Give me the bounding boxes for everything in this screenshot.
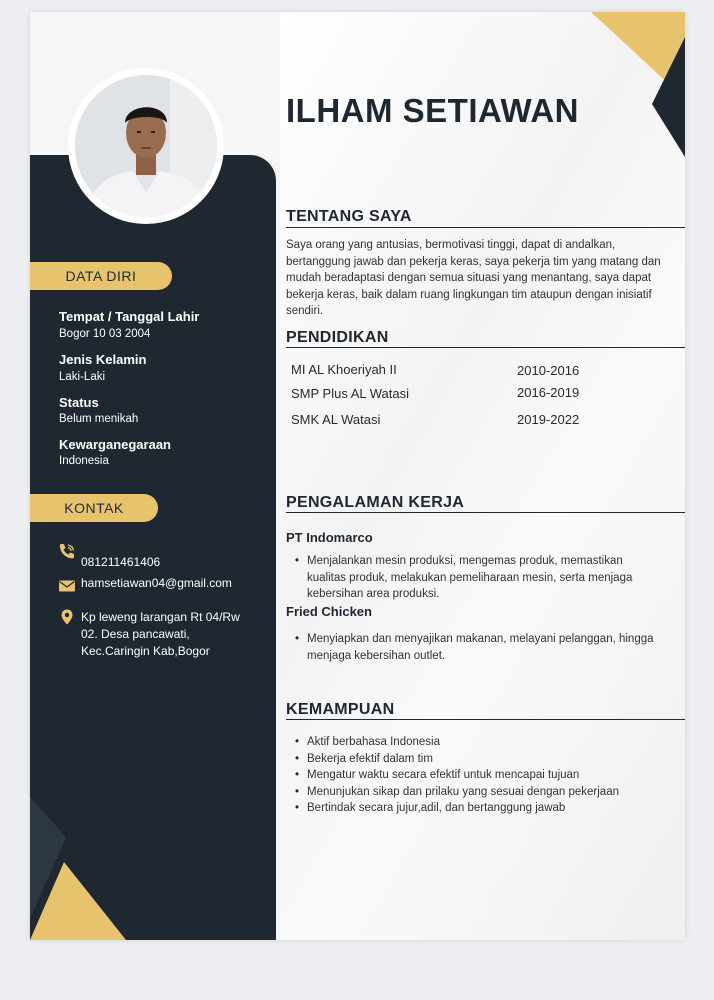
education-years: 2016-2019 — [517, 385, 580, 400]
list-item: • Menunjukan sikap dan prilaku yang sesuai dengan pekerjaan — [307, 784, 647, 801]
profile-photo — [75, 75, 217, 217]
education-school: SMP Plus AL Watasi — [291, 386, 410, 401]
list-item: • Bertindak secara jujur,adil, dan bertanggung jawab — [307, 800, 647, 817]
field-label: Status — [59, 395, 99, 410]
list-item: • Aktif berbahasa Indonesia — [307, 734, 647, 751]
job-duties — [285, 553, 657, 603]
education-school: SMK AL Watasi — [291, 412, 381, 427]
about-text: Saya orang yang antusias, bermotivasi tinggi, dapat di andalkan, bertanggung jawab dan pekerja keras, saya pekerja tim yang matang dan mudah beradaptasi dengan semua situasi yang menantang, saya dapat bekerja keras, baik dalam ruang lingkungan tim ataupun dengan inisiatif sendiri. — [286, 239, 661, 317]
about-divider — [286, 227, 685, 228]
corner-decoration — [590, 12, 685, 162]
contact-email: hamsetiawan04@gmail.com — [81, 576, 232, 590]
field-value: Indonesia — [59, 455, 109, 467]
data-diri-heading: DATA DIRI — [30, 262, 172, 290]
address-line: 02. Desa pancawati, — [81, 627, 190, 641]
education-years: 2010-2016 — [517, 363, 580, 378]
address-line: Kp leweng larangan Rt 04/Rw — [81, 610, 240, 624]
field-label: Jenis Kelamin — [59, 352, 147, 367]
full-name: ILHAM SETIAWAN — [286, 92, 579, 129]
location-icon — [58, 609, 76, 625]
education-divider — [286, 347, 685, 348]
list-item: • Bekerja efektif dalam tim — [307, 751, 647, 768]
field-label: Kewarganegaraan — [59, 437, 171, 452]
experience-divider — [286, 512, 685, 513]
kontak-heading: KONTAK — [30, 494, 158, 522]
skills-title: KEMAMPUAN — [286, 701, 395, 718]
mail-icon — [58, 578, 76, 594]
field-label: Tempat / Tanggal Lahir — [59, 309, 200, 324]
experience-title: PENGALAMAN KERJA — [286, 494, 465, 511]
skills-divider — [286, 719, 685, 720]
list-item: • Menjalankan mesin produksi, mengemas produk, memastikan kualitas produk, melakukan pemeliharaan mesin, serta menjaga kebersihan area produksi. — [307, 553, 657, 603]
resume-page — [30, 12, 685, 940]
job-company: Fried Chicken — [286, 604, 372, 619]
education-years: 2019-2022 — [517, 412, 580, 427]
field-value: Laki-Laki — [59, 371, 106, 383]
contact-address — [81, 609, 240, 660]
education-school: MI AL Khoeriyah II — [291, 362, 397, 377]
skills-list — [285, 734, 647, 817]
phone-icon — [58, 543, 76, 559]
job-duties — [285, 631, 677, 664]
field-value: Bogor 10 03 2004 — [59, 328, 151, 340]
field-value: Belum menikah — [59, 413, 139, 425]
list-item: • Mengatur waktu secara efektif untuk mencapai tujuan — [307, 767, 647, 784]
bottom-left-decoration — [30, 797, 150, 940]
address-line: Kec.Caringin Kab,Bogor — [81, 644, 210, 658]
contact-phone: 081211461406 — [81, 555, 161, 569]
job-company: PT Indomarco — [286, 530, 373, 545]
education-title: PENDIDIKAN — [286, 329, 389, 346]
about-title: TENTANG SAYA — [286, 208, 412, 225]
list-item: • Menyiapkan dan menyajikan makanan, melayani pelanggan, hingga menjaga kebersihan outlet. — [307, 631, 677, 664]
